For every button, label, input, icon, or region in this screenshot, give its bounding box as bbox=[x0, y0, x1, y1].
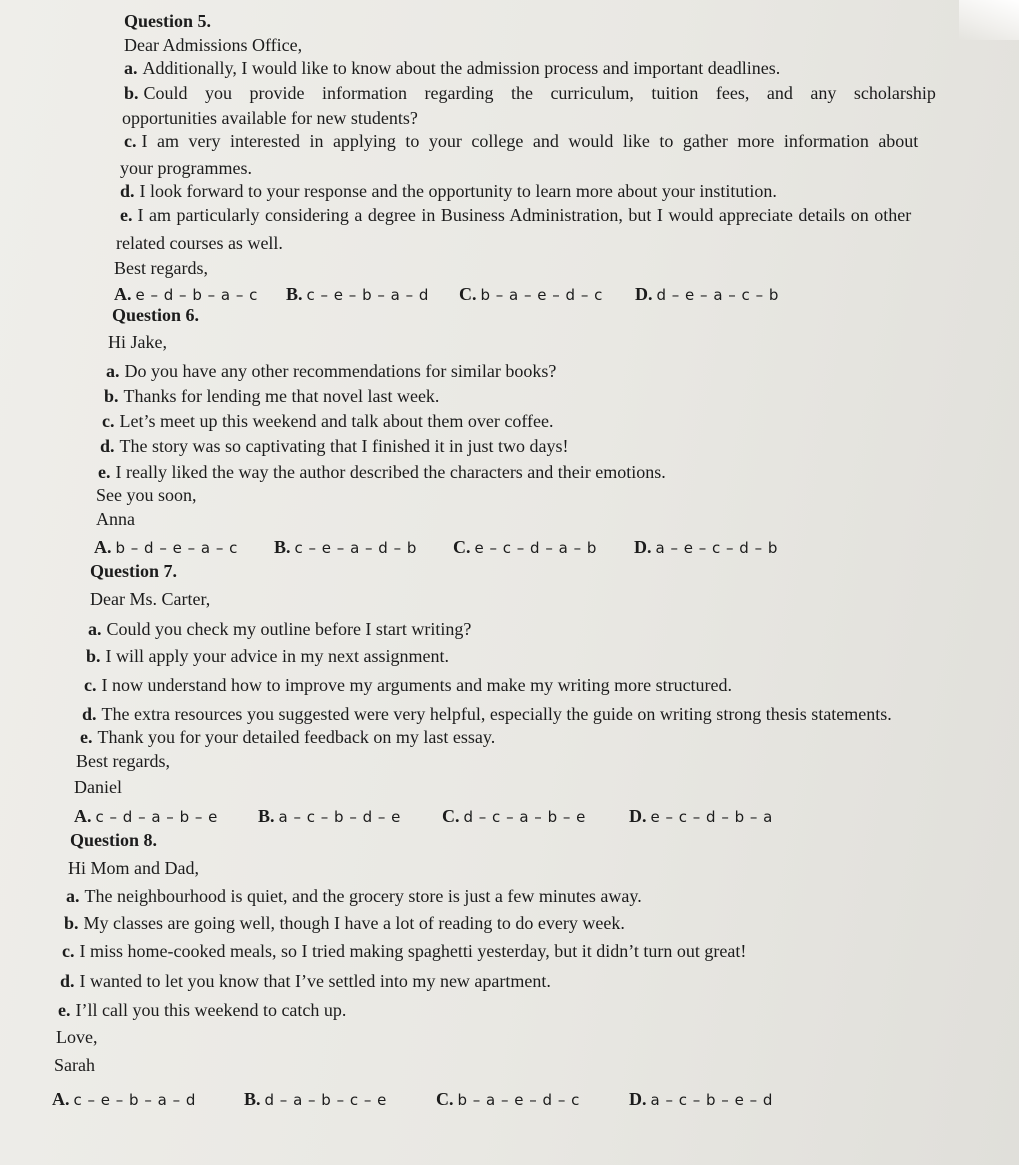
sentence-item bbox=[124, 57, 780, 79]
item-continuation: related courses as well. bbox=[116, 233, 283, 253]
sentence-item: c. Let’s meet up this weekend and talk about them over coffee. bbox=[102, 411, 554, 431]
option-d[interactable]: D. e – c – d – b – a bbox=[629, 806, 773, 826]
option-c[interactable]: C. e – c – d – a – b bbox=[453, 537, 597, 557]
sentence-item: b. My classes are going well, though I have a lot of reading to do every week. bbox=[64, 913, 625, 933]
question-title: Question 6. bbox=[112, 305, 200, 325]
option-c[interactable]: C. b – a – e – d – c bbox=[459, 284, 603, 304]
sentence-item: d. I wanted to let you know that I’ve settled into my new apartment. bbox=[60, 971, 551, 991]
item-letter: b. bbox=[124, 83, 139, 103]
sentence-item: e. I’ll call you this weekend to catch up. bbox=[58, 1000, 347, 1020]
letter-greeting: Hi Mom and Dad, bbox=[68, 858, 199, 878]
sentence-item bbox=[124, 130, 1008, 152]
letter-closing: See you soon, bbox=[96, 485, 197, 505]
option-c[interactable]: C. b – a – e – d – c bbox=[436, 1089, 580, 1109]
sentence-item: a. The neighbourhood is quiet, and the grocery store is just a few minutes away. bbox=[66, 886, 642, 906]
option-d[interactable]: D. a – c – b – e – d bbox=[629, 1089, 773, 1109]
sentence-item: a. Could you check my outline before I start writing? bbox=[88, 619, 472, 639]
sentence-item bbox=[120, 180, 777, 202]
sentence-item bbox=[124, 82, 1006, 104]
item-letter: a. bbox=[124, 58, 138, 78]
sentence-item: d. The extra resources you suggested were very helpful, especially the guide on writing strong thesis statements. bbox=[82, 704, 892, 724]
item-text: Additionally, I would like to know about the admission process and important deadlines. bbox=[142, 58, 781, 78]
option-c[interactable]: C. d – c – a – b – e bbox=[442, 806, 586, 826]
sentence-item: b. I will apply your advice in my next assignment. bbox=[86, 646, 449, 666]
question-title: Question 7. bbox=[90, 561, 178, 581]
option-a[interactable]: A. e – d – b – a – c bbox=[114, 284, 258, 304]
option-b[interactable]: B. c – e – b – a – d bbox=[286, 284, 429, 304]
option-b[interactable]: B. c – e – a – d – b bbox=[274, 537, 417, 557]
sentence-item: a. Do you have any other recommendations for similar books? bbox=[106, 361, 557, 381]
sentence-item: e. I really liked the way the author described the characters and their emotions. bbox=[98, 462, 666, 482]
letter-greeting: Dear Ms. Carter, bbox=[90, 589, 211, 609]
sentence-item: e. Thank you for your detailed feedback on my last essay. bbox=[80, 727, 496, 747]
letter-greeting: Hi Jake, bbox=[108, 332, 167, 352]
item-text: Could you provide information regarding the curriculum, tuition fees, and any scholarship bbox=[143, 83, 936, 103]
letter-closing: Best regards, bbox=[114, 258, 208, 278]
sentence-item: c. I miss home-cooked meals, so I tried making spaghetti yesterday, but it didn’t turn out great! bbox=[62, 941, 747, 961]
page-corner bbox=[959, 0, 1019, 40]
letter-closing: Love, bbox=[56, 1027, 98, 1047]
item-text: I am very interested in applying to your college and would like to gather more information about bbox=[141, 131, 919, 151]
item-text: I am particularly considering a degree in Business Administration, but I would appreciate details on other bbox=[137, 205, 912, 225]
item-letter: c. bbox=[124, 131, 137, 151]
letter-signature: Sarah bbox=[54, 1055, 95, 1075]
item-continuation: your programmes. bbox=[120, 158, 252, 178]
option-a[interactable]: A. b – d – e – a – c bbox=[94, 537, 238, 557]
item-continuation: opportunities available for new students? bbox=[122, 108, 418, 128]
letter-signature: Daniel bbox=[74, 777, 122, 797]
item-letter: d. bbox=[120, 181, 135, 201]
question-title: Question 8. bbox=[70, 830, 158, 850]
item-letter: e. bbox=[120, 205, 133, 225]
option-a[interactable]: A. c – e – b – a – d bbox=[52, 1089, 196, 1109]
letter-signature: Anna bbox=[96, 509, 135, 529]
option-d[interactable]: D. d – e – a – c – b bbox=[635, 284, 779, 304]
item-text: I look forward to your response and the opportunity to learn more about your institution. bbox=[139, 181, 777, 201]
option-b[interactable]: B. a – c – b – d – e bbox=[258, 806, 401, 826]
sentence-item: d. The story was so captivating that I finished it in just two days! bbox=[100, 436, 569, 456]
sentence-item: b. Thanks for lending me that novel last week. bbox=[104, 386, 440, 406]
option-a[interactable]: A. c – d – a – b – e bbox=[74, 806, 218, 826]
question-title: Question 5. bbox=[124, 11, 212, 31]
sentence-item: c. I now understand how to improve my arguments and make my writing more structured. bbox=[84, 675, 733, 695]
option-b[interactable]: B. d – a – b – c – e bbox=[244, 1089, 387, 1109]
sentence-item bbox=[120, 204, 911, 226]
letter-closing: Best regards, bbox=[76, 751, 170, 771]
letter-greeting: Dear Admissions Office, bbox=[124, 35, 303, 55]
option-d[interactable]: D. a – e – c – d – b bbox=[634, 537, 778, 557]
